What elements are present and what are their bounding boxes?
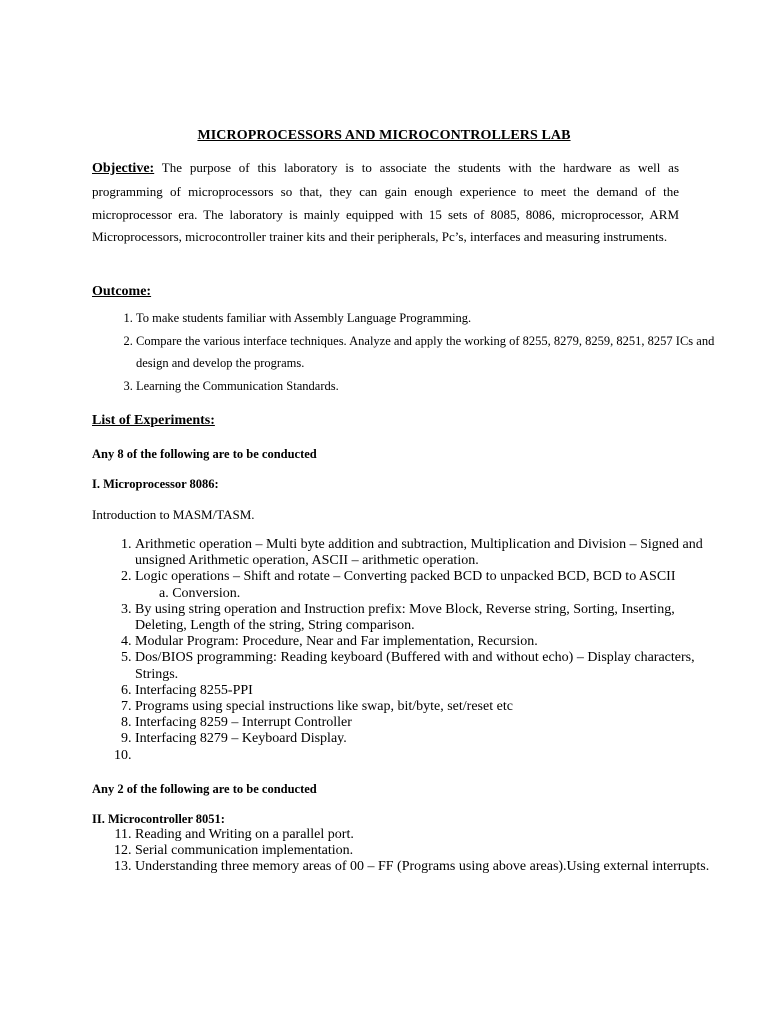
- experiment-item: 5. Dos/BIOS programming: Reading keyboard (Buffered with and without echo) – Display characters, Strings.: [135, 650, 722, 682]
- any2-note: Any 2 of the following are to be conducted: [92, 782, 317, 796]
- experiment-item: 3. By using string operation and Instruction prefix: Move Block, Reverse string, Sorting, Inserting, Deleting, Length of the string, String comparison.: [135, 602, 722, 634]
- subitem-marker: a.: [159, 585, 169, 601]
- any8-note: Any 8 of the following are to be conducted: [92, 447, 317, 461]
- experiment-list-8051: [92, 827, 722, 876]
- page-title: MICROPROCESSORS AND MICROCONTROLLERS LAB: [197, 128, 571, 143]
- outcome-heading: Outcome:: [92, 284, 152, 299]
- experiment-item: 13. Understanding three memory areas of 00 – FF (Programs using above areas).Using external interrupts.: [135, 859, 722, 875]
- experiment-subitem: [135, 586, 722, 602]
- outcome-item: 2. Compare the various interface techniques. Analyze and apply the working of 8255, 8279, 8259, 8251, 8257 ICs and design and develop the programs.: [136, 330, 723, 375]
- experiment-item: 12. Serial communication implementation.: [135, 843, 722, 859]
- experiment-list-8086: [92, 537, 722, 764]
- objective-label: Objective:: [92, 161, 155, 176]
- experiments-heading: List of Experiments:: [92, 413, 215, 428]
- experiment-item: 7. Programs using special instructions like swap, bit/byte, set/reset etc: [135, 699, 722, 715]
- experiment-item: 1. Arithmetic operation – Multi byte addition and subtraction, Multiplication and Division – Signed and unsigned Arithmetic operation, ASCII – arithmetic operation.: [135, 537, 722, 569]
- experiment-item: 6. Interfacing 8255-PPI: [135, 683, 722, 699]
- experiment-item: 9. Interfacing 8279 – Keyboard Display.: [135, 731, 722, 747]
- experiment-item: 8. Interfacing 8259 – Interrupt Controller: [135, 715, 722, 731]
- section2-heading: II. Microcontroller 8051:: [92, 812, 225, 826]
- experiment-item: 4. Modular Program: Procedure, Near and Far implementation, Recursion.: [135, 634, 722, 650]
- objective-text: The purpose of this laboratory is to associate the students with the hardware as well as programming of microprocessors so that, they can gain enough experience to meet the demand of the microprocessor era. The laboratory is mainly equipped with 15 sets of 8085, 8086, microprocessor, ARM Microprocessors, microcontroller trainer kits and their peripherals, Pc’s, interfaces and measuring instruments.: [92, 160, 680, 245]
- outcome-item: 3. Learning the Communication Standards.: [136, 375, 723, 398]
- outcome-item: 1. To make students familiar with Assembly Language Programming.: [136, 307, 723, 330]
- intro-line: Introduction to MASM/TASM.: [92, 507, 255, 522]
- experiment-item: [135, 569, 722, 601]
- experiment-item-text: Logic operations – Shift and rotate – Converting packed BCD to unpacked BCD, BCD to ASCII: [135, 569, 676, 585]
- section1-heading: I. Microprocessor 8086:: [92, 477, 219, 491]
- objective-paragraph: [92, 157, 679, 249]
- experiment-item: [135, 748, 722, 764]
- outcome-list: [92, 307, 723, 397]
- experiment-item: 11. Reading and Writing on a parallel port.: [135, 827, 722, 843]
- subitem-text: Conversion.: [172, 585, 241, 601]
